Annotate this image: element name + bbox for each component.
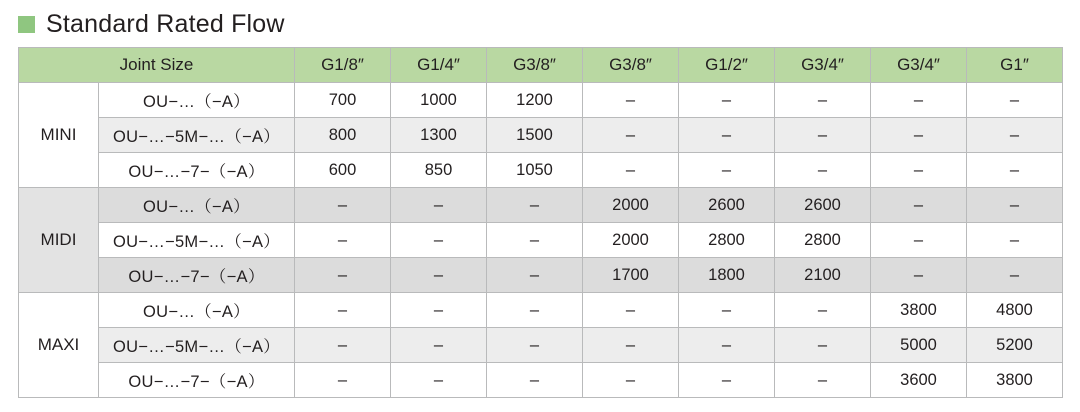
- cell-value: –: [487, 258, 583, 293]
- cell-value: 3800: [871, 293, 967, 328]
- cell-value: –: [679, 293, 775, 328]
- cell-value: –: [391, 258, 487, 293]
- joint-label: OU−…−5M−…（−A）: [99, 118, 295, 153]
- cell-value: –: [679, 153, 775, 188]
- cell-value: 1000: [391, 83, 487, 118]
- column-header-g1-maxi: G1″: [967, 48, 1063, 83]
- cell-value: 4800: [967, 293, 1063, 328]
- cell-value: –: [871, 153, 967, 188]
- cell-value: –: [775, 83, 871, 118]
- column-header-g18-mini: G1/8″: [295, 48, 391, 83]
- column-header-g34-maxi: G3/4″: [871, 48, 967, 83]
- joint-label: OU−…−7−（−A）: [99, 258, 295, 293]
- table-row: [19, 223, 1063, 258]
- cell-value: –: [391, 188, 487, 223]
- table-row: [19, 363, 1063, 398]
- cell-value: –: [871, 258, 967, 293]
- cell-value: 2000: [583, 223, 679, 258]
- cell-value: 1200: [487, 83, 583, 118]
- cell-value: 2800: [775, 223, 871, 258]
- cell-value: –: [295, 328, 391, 363]
- table-row: [19, 118, 1063, 153]
- cell-value: –: [583, 293, 679, 328]
- cell-value: –: [487, 328, 583, 363]
- cell-value: –: [583, 363, 679, 398]
- cell-value: –: [775, 118, 871, 153]
- cell-value: 1300: [391, 118, 487, 153]
- cell-value: –: [775, 328, 871, 363]
- table-row: [19, 293, 1063, 328]
- cell-value: 2800: [679, 223, 775, 258]
- table-row: [19, 153, 1063, 188]
- cell-value: –: [487, 223, 583, 258]
- cell-value: –: [967, 188, 1063, 223]
- cell-value: 5200: [967, 328, 1063, 363]
- cell-value: –: [295, 188, 391, 223]
- cell-value: –: [295, 363, 391, 398]
- joint-label: OU−…−7−（−A）: [99, 153, 295, 188]
- row-group-maxi: MAXI: [19, 293, 99, 398]
- cell-value: 1500: [487, 118, 583, 153]
- joint-label: OU−…（−A）: [99, 188, 295, 223]
- cell-value: –: [967, 223, 1063, 258]
- table-row: [19, 328, 1063, 363]
- cell-value: –: [775, 363, 871, 398]
- standard-rated-flow-table: [18, 47, 1063, 398]
- cell-value: –: [487, 293, 583, 328]
- page-title: [0, 0, 1080, 47]
- cell-value: –: [583, 83, 679, 118]
- table-row: [19, 188, 1063, 223]
- cell-value: –: [967, 258, 1063, 293]
- joint-label: OU−…（−A）: [99, 293, 295, 328]
- cell-value: –: [583, 153, 679, 188]
- cell-value: 600: [295, 153, 391, 188]
- cell-value: –: [583, 328, 679, 363]
- joint-label: OU−…（−A）: [99, 83, 295, 118]
- cell-value: –: [391, 223, 487, 258]
- cell-value: –: [871, 188, 967, 223]
- column-header-g38-midi: G3/8″: [583, 48, 679, 83]
- page-title-text: Standard Rated Flow: [46, 10, 285, 38]
- joint-label: OU−…−7−（−A）: [99, 363, 295, 398]
- column-header-g34-midi: G3/4″: [775, 48, 871, 83]
- cell-value: 850: [391, 153, 487, 188]
- cell-value: –: [391, 293, 487, 328]
- column-header-g38-mini: G3/8″: [487, 48, 583, 83]
- cell-value: 5000: [871, 328, 967, 363]
- cell-value: 2000: [583, 188, 679, 223]
- cell-value: 1050: [487, 153, 583, 188]
- table-header-row: [19, 48, 1063, 83]
- cell-value: 3600: [871, 363, 967, 398]
- cell-value: –: [871, 118, 967, 153]
- cell-value: –: [967, 153, 1063, 188]
- cell-value: 2600: [775, 188, 871, 223]
- cell-value: –: [391, 363, 487, 398]
- cell-value: –: [775, 293, 871, 328]
- cell-value: 800: [295, 118, 391, 153]
- cell-value: –: [295, 293, 391, 328]
- cell-value: –: [487, 363, 583, 398]
- cell-value: –: [871, 223, 967, 258]
- cell-value: –: [967, 83, 1063, 118]
- cell-value: 1700: [583, 258, 679, 293]
- cell-value: 700: [295, 83, 391, 118]
- column-header-joint-size: Joint Size: [19, 48, 295, 83]
- cell-value: –: [871, 83, 967, 118]
- table-row: [19, 258, 1063, 293]
- cell-value: 1800: [679, 258, 775, 293]
- cell-value: –: [583, 118, 679, 153]
- row-group-mini: MINI: [19, 83, 99, 188]
- cell-value: –: [487, 188, 583, 223]
- cell-value: –: [391, 328, 487, 363]
- cell-value: –: [295, 258, 391, 293]
- cell-value: –: [295, 223, 391, 258]
- cell-value: –: [679, 363, 775, 398]
- cell-value: –: [679, 118, 775, 153]
- table-row: [19, 83, 1063, 118]
- cell-value: –: [679, 83, 775, 118]
- cell-value: –: [967, 118, 1063, 153]
- title-marker-icon: [18, 16, 35, 33]
- cell-value: 2600: [679, 188, 775, 223]
- cell-value: 3800: [967, 363, 1063, 398]
- row-group-midi: MIDI: [19, 188, 99, 293]
- cell-value: –: [679, 328, 775, 363]
- joint-label: OU−…−5M−…（−A）: [99, 223, 295, 258]
- cell-value: –: [775, 153, 871, 188]
- cell-value: 2100: [775, 258, 871, 293]
- column-header-g14-mini: G1/4″: [391, 48, 487, 83]
- column-header-g12-midi: G1/2″: [679, 48, 775, 83]
- joint-label: OU−…−5M−…（−A）: [99, 328, 295, 363]
